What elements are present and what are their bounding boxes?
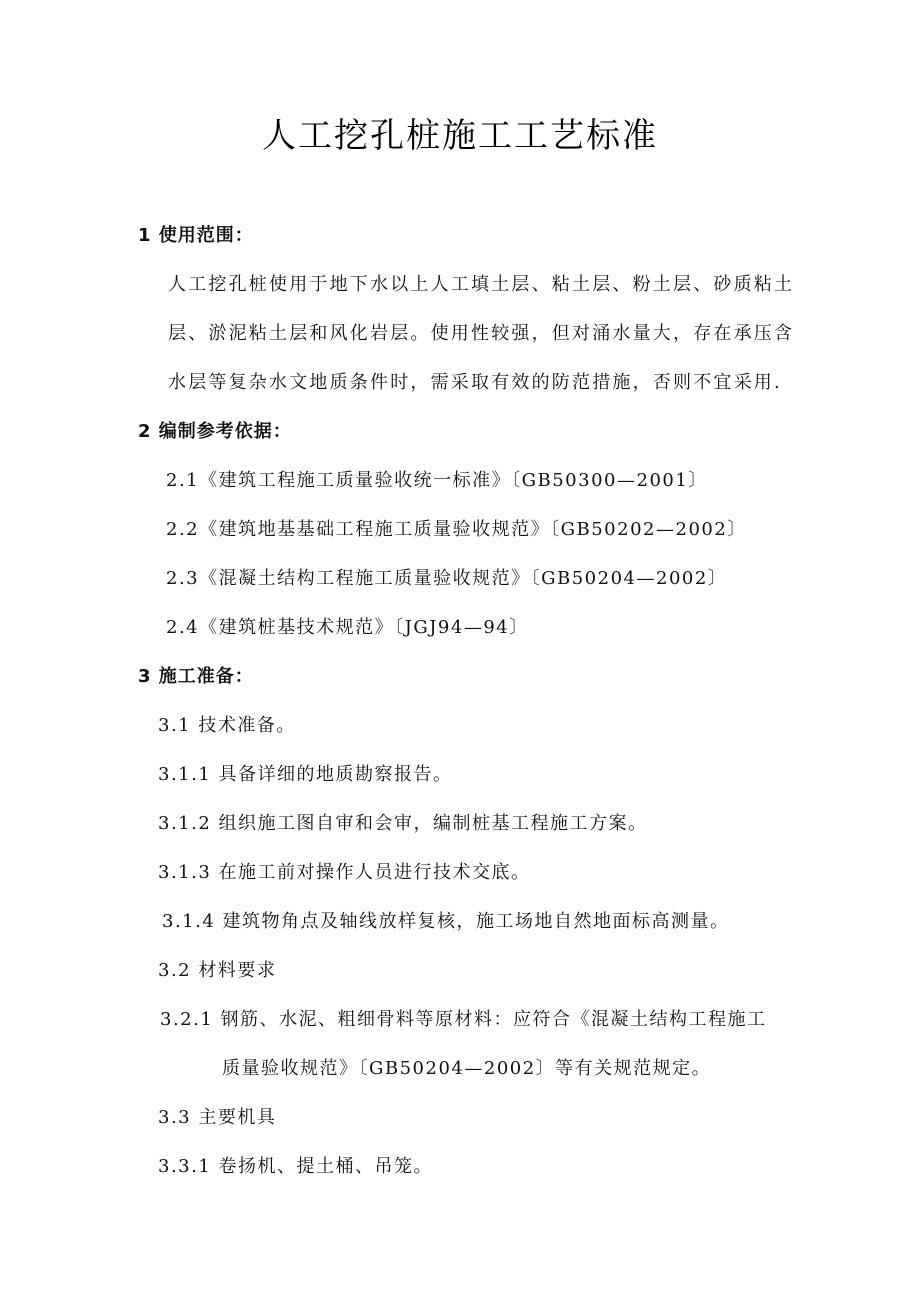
section-3-heading: 3 施工准备： xyxy=(138,666,254,687)
item-3-3-1: 3.3.1 卷扬机、提土桶、吊笼。 xyxy=(158,1156,434,1177)
item-3-1: 3.1 技术准备。 xyxy=(158,715,296,736)
item-3-1-2: 3.1.2 组织施工图自审和会审，编制桩基工程施工方案。 xyxy=(158,813,648,834)
item-3-2-1-line-1: 3.2.1 钢筋、水泥、粗细骨料等原材料：应符合《混凝土结构工程施工 xyxy=(160,1009,767,1030)
section-1-heading: 1 使用范围： xyxy=(138,225,254,246)
item-3-1-1: 3.1.1 具备详细的地质勘察报告。 xyxy=(158,764,453,785)
section-1-paragraph-line-2: 层、淤泥粘土层和风化岩层。使用性较强，但对涌水量大，存在承压含 xyxy=(168,323,795,344)
document-title: 人工挖孔桩施工工艺标准 xyxy=(262,116,658,156)
reference-item-2-2: 2.2《建筑地基基础工程施工质量验收规范》〔GB50202—2002〕 xyxy=(166,519,747,540)
reference-item-2-3: 2.3《混凝土结构工程施工质量验收规范》〔GB50204—2002〕 xyxy=(166,568,728,589)
item-3-3: 3.3 主要机具 xyxy=(158,1107,277,1128)
item-3-1-3: 3.1.3 在施工前对操作人员进行技术交底。 xyxy=(158,862,531,883)
reference-item-2-1: 2.1《建筑工程施工质量验收统一标准》〔GB50300—2001〕 xyxy=(166,470,708,491)
item-3-2-1-line-2: 质量验收规范》〔GB50204—2002〕等有关规范规定。 xyxy=(222,1058,712,1079)
item-3-1-4: 3.1.4 建筑物角点及轴线放样复核，施工场地自然地面标高测量。 xyxy=(162,911,730,932)
section-1-paragraph-line-3: 水层等复杂水文地质条件时，需采取有效的防范措施，否则不宜采用. xyxy=(168,372,782,393)
section-1-paragraph-line-1: 人工挖孔桩使用于地下水以上人工填土层、粘土层、粉土层、砂质粘土 xyxy=(168,274,795,295)
reference-item-2-4: 2.4《建筑桩基技术规范》〔JGJ94—94〕 xyxy=(166,617,529,638)
item-3-2: 3.2 材料要求 xyxy=(158,960,277,981)
section-2-heading: 2 编制参考依据： xyxy=(138,421,292,442)
